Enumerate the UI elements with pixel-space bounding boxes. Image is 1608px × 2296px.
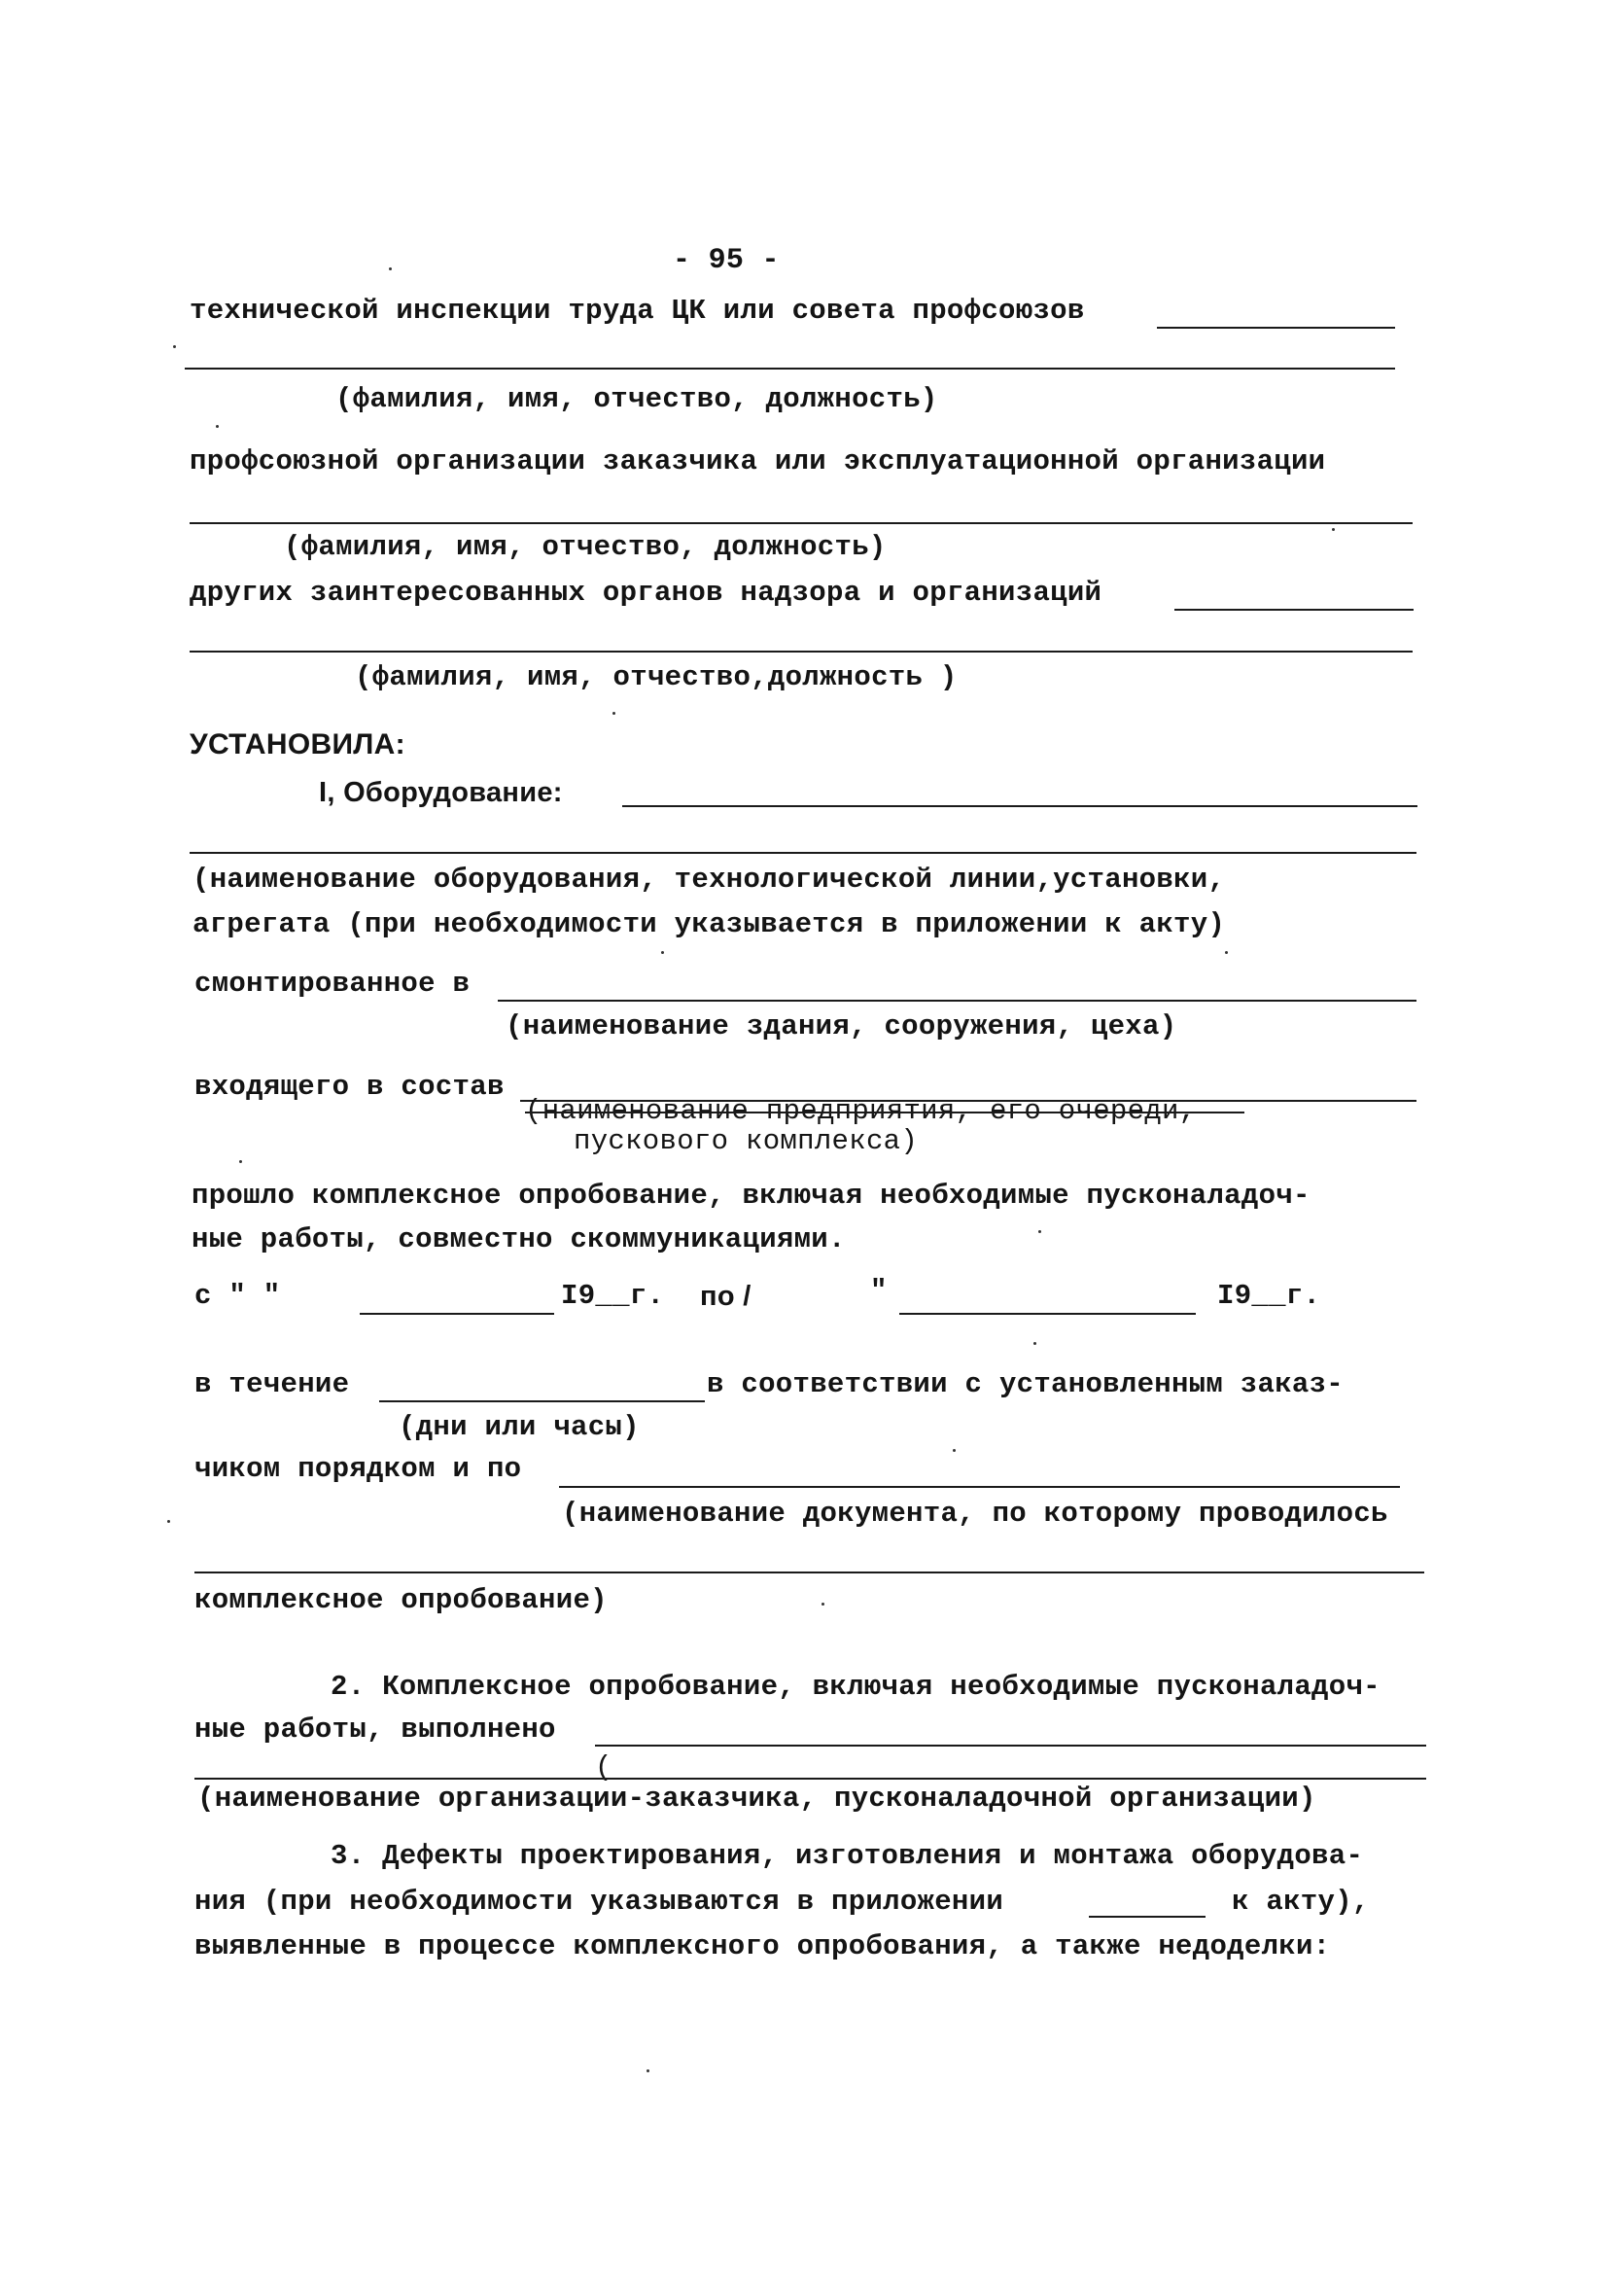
date-from-blank — [360, 1313, 554, 1315]
name-position-caption-2: (фамилия, имя, отчество, должность) — [284, 531, 887, 563]
scan-speck — [821, 1603, 824, 1606]
organization-caption: (наименование организации-заказчика, пусконаладочной организации) — [197, 1783, 1316, 1815]
section-3-text-3: выявленные в процессе комплексного опробования, а также недоделки: — [194, 1930, 1331, 1962]
section-2-text-1: 2. Комплексное опробование, включая необходимые пусконаладоч- — [331, 1671, 1381, 1703]
installed-in-blank — [498, 1000, 1416, 1002]
technical-inspection-blank — [1157, 327, 1395, 329]
page-number: - 95 - — [673, 244, 780, 277]
date-to-prefix: по / — [700, 1281, 752, 1312]
scan-speck — [1038, 1230, 1041, 1233]
scan-speck — [173, 345, 176, 348]
section-2-text-2: ные работы, выполнено — [194, 1713, 556, 1746]
section-3-text-1: 3. Дефекты проектирования, изготовления и монтажа оборудова- — [331, 1840, 1364, 1872]
equipment-caption-1: (наименование оборудования, технологической линии,установки, — [192, 864, 1226, 896]
part-of-label: входящего в состав — [194, 1071, 505, 1103]
organization-caption-line — [194, 1778, 1426, 1780]
equipment-label: I, Оборудование: — [319, 777, 563, 808]
building-caption: (наименование здания, сооружения, цеха) — [506, 1010, 1177, 1042]
performed-by-paren: ( — [595, 1751, 612, 1784]
trade-union-label: профсоюзной организации заказчика или эксплуатационной организации — [190, 445, 1326, 477]
other-bodies-label: других заинтересованных органов надзора и организаций — [190, 577, 1102, 609]
technical-inspection-label: технической инспекции труда ЦК или совета профсоюзов — [190, 295, 1085, 327]
name-position-caption-1: (фамилия, имя, отчество, должность) — [335, 383, 938, 415]
date-from-prefix: с " " — [194, 1280, 281, 1312]
scan-speck — [216, 425, 219, 428]
date-to-year: I9__г. — [1217, 1280, 1321, 1312]
date-to-quote: " — [870, 1275, 888, 1307]
duration-blank — [379, 1400, 705, 1402]
scan-speck — [389, 267, 392, 270]
scan-speck — [1033, 1342, 1036, 1345]
enterprise-caption-1: (наименование предприятия, его очереди, — [525, 1095, 1197, 1127]
other-bodies-blank — [1174, 609, 1414, 611]
scan-speck — [167, 1520, 170, 1523]
scan-speck — [1332, 528, 1335, 531]
scan-speck — [953, 1449, 956, 1452]
scan-speck — [612, 712, 615, 715]
scan-speck — [661, 951, 664, 954]
document-blank-line2 — [194, 1572, 1424, 1573]
scan-speck — [647, 2069, 649, 2072]
enterprise-caption-2: пускового комплекса) — [574, 1125, 919, 1157]
scan-speck — [239, 1160, 242, 1163]
equipment-blank-line2 — [190, 852, 1416, 854]
equipment-blank — [622, 805, 1417, 807]
installed-in-label: смонтированное в — [194, 968, 471, 1000]
enterprise-caption-strike — [525, 1112, 1244, 1113]
duration-label: в течение — [194, 1368, 350, 1400]
duration-text: в соответствии с установленным заказ- — [707, 1368, 1345, 1400]
document-caption: (наименование документа, по которому проводилось — [562, 1498, 1388, 1530]
scan-speck — [1225, 951, 1228, 954]
commissioning-text-2: ные работы, совместно скоммуникациями. — [192, 1223, 846, 1255]
established-heading: УСТАНОВИЛА: — [190, 728, 405, 760]
equipment-caption-2: агрегата (при необходимости указывается в приложении к акту) — [192, 908, 1226, 940]
trade-union-blank — [190, 522, 1413, 524]
days-hours-caption: (дни или часы) — [399, 1411, 640, 1443]
section-3-text-2a: ния (при необходимости указываются в приложении — [194, 1886, 1004, 1918]
commissioning-text-1: прошло комплексное опробование, включая необходимые пусконаладоч- — [192, 1180, 1311, 1212]
procedure-label: чиком порядком и по — [194, 1453, 522, 1485]
date-to-blank — [899, 1313, 1196, 1315]
other-bodies-blank-line2 — [190, 651, 1413, 653]
section-3-text-2b: к акту), — [1232, 1886, 1370, 1918]
performed-by-blank — [595, 1745, 1426, 1747]
date-from-year: I9__г. — [561, 1280, 665, 1312]
technical-inspection-blank-line2 — [185, 368, 1395, 370]
appendix-blank — [1089, 1916, 1206, 1918]
procedure-blank — [559, 1486, 1400, 1488]
name-position-caption-3: (фамилия, имя, отчество,должность ) — [355, 661, 958, 693]
commissioning-caption: комплексное опробование) — [194, 1584, 608, 1616]
